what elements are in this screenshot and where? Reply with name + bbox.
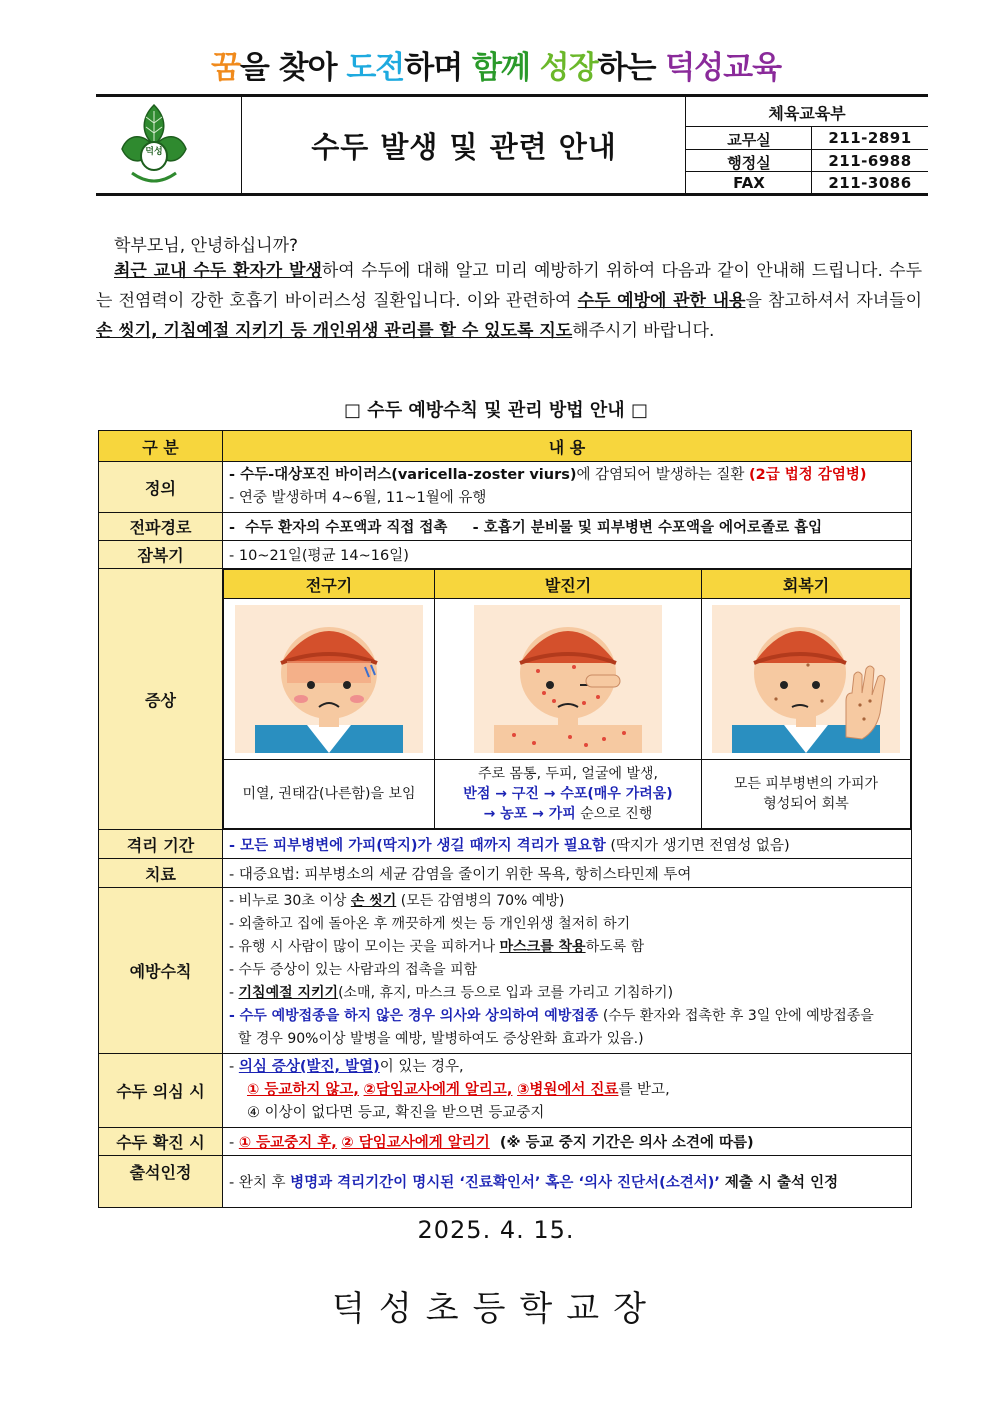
- row-definition-content: [223, 462, 912, 513]
- prevention-handwash: 손 씻기: [350, 893, 397, 909]
- definition-season: - 연중 발생하며 4~6월, 11~1월에 유행: [229, 490, 487, 506]
- stage-rash-text: 주로 몸통, 두피, 얼굴에 발생,: [478, 766, 658, 782]
- slogan-segment: 하는: [597, 50, 666, 86]
- child-rash-illustration: [474, 605, 662, 753]
- stage-rash-desc: [435, 760, 702, 829]
- intro-paragraph: [96, 256, 922, 346]
- table-row: [99, 541, 912, 569]
- child-fever-illustration: [235, 605, 423, 753]
- row-incubation-label: 잠복기: [99, 541, 223, 569]
- stage-rash-progression-end: → 농포 → 가피: [483, 806, 576, 822]
- document-date: 2025. 4. 15.: [417, 1216, 575, 1244]
- slogan-segment: 하며: [404, 50, 472, 86]
- section-title: □ 수두 예방수칙 및 관리 방법 안내 □: [344, 400, 648, 421]
- slogan-segment: 도전: [346, 50, 405, 86]
- slogan-segment: 을 찾아: [239, 50, 347, 86]
- contact-number: 211-2891: [828, 129, 912, 147]
- row-definition-label: 정의: [99, 462, 223, 513]
- confirmed-text: -: [229, 1135, 239, 1151]
- prevention-text: (소매, 휴지, 마스크 등으로 입과 코를 가리고 기침하기): [338, 985, 674, 1001]
- row-symptoms-label: 증상: [99, 569, 223, 830]
- confirmed-step-2: ② 담임교사에게 알리기: [341, 1135, 490, 1151]
- prevention-text: (수두 환자와 접촉한 후 3일 안에 예방접종을: [598, 1008, 874, 1024]
- row-treatment-content: - 대증요법: 피부병소의 세균 감염을 줄이기 위한 목욕, 항히스타민제 투여: [223, 859, 912, 888]
- suspect-step-2: ②담임교사에게 알리고,: [363, 1082, 513, 1098]
- suspect-symptoms: 의심 증상(발진, 발열): [238, 1059, 380, 1075]
- row-prevention-label: 예방수칙: [99, 888, 223, 1054]
- child-recovery-illustration: [712, 605, 900, 753]
- stage-recovery-desc: [702, 760, 911, 829]
- contact-number: 211-3086: [828, 174, 912, 192]
- slogan-segment: [530, 50, 540, 86]
- prevention-mask: 마스크를 착용: [499, 939, 586, 955]
- row-isolation-label: 격리 기간: [99, 830, 223, 859]
- prevention-text: - 유행 시 사람이 많이 모이는 곳을 피하거나: [229, 939, 500, 955]
- header-divider: [241, 96, 242, 194]
- department-label: 체육교육부: [768, 104, 846, 123]
- intro-text: 하여 수두에 대해 알고 미리 예방하기 위하여 다음과 같이 안내해 드립니다. 수두는 전염력이 강한 호흡기 바이러스성 질환입니다. 이와 관련하여: [96, 261, 922, 311]
- row-attendance-content: [223, 1156, 912, 1208]
- intro-emphasis: 최근 교내 수두 환자가 발생: [114, 261, 322, 281]
- row-suspect-content: [223, 1054, 912, 1128]
- prevention-text: (모든 감염병의 70% 예방): [396, 893, 565, 909]
- row-confirmed-content: [223, 1128, 912, 1156]
- suspect-text: 를 받고,: [618, 1082, 670, 1098]
- prevention-cough-etiquette: 기침예절 지키기: [238, 985, 339, 1001]
- document-title: 수두 발생 및 관련 안내: [311, 130, 617, 164]
- stage-prodromal-image-cell: [224, 599, 435, 760]
- table-row: [99, 888, 912, 1054]
- stage-recovery-title: 회복기: [702, 570, 911, 599]
- attendance-text: - 완치 후: [229, 1175, 291, 1191]
- prevention-text: 하도록 함: [585, 939, 645, 955]
- table-row: [99, 462, 912, 513]
- prevention-vaccination-effect: 할 경우 90%이상 발병을 예방, 발병하여도 증상완화 효과가 있음.): [229, 1031, 644, 1047]
- table-row: [99, 1054, 912, 1128]
- row-transmission-label: 전파경로: [99, 513, 223, 541]
- suspect-text: -: [229, 1059, 239, 1075]
- prevention-hygiene: - 외출하고 집에 돌아온 후 깨끗하게 씻는 등 개인위생 철저히 하기: [229, 916, 631, 932]
- header-top-rule: [96, 94, 928, 97]
- suspect-text: 이 있는 경우,: [379, 1059, 464, 1075]
- definition-virus: - 수두-대상포진 바이러스(varicella-zoster viurs): [229, 467, 577, 483]
- row-prevention-content: [223, 888, 912, 1054]
- contact-label: 행정실: [727, 154, 771, 172]
- symptom-stages: [223, 569, 911, 829]
- prevention-text: - 비누로 30초 이상: [229, 893, 351, 909]
- row-treatment-label: 치료: [99, 859, 223, 888]
- prevention-avoid-contact: - 수두 증상이 있는 사람과의 접촉을 피함: [229, 962, 478, 978]
- stage-rash-title: 발진기: [435, 570, 702, 599]
- stage-prodromal-title: 전구기: [224, 570, 435, 599]
- suspect-step-1: ① 등교하지 않고,: [247, 1082, 359, 1098]
- school-logo: [118, 103, 190, 187]
- slogan: [0, 42, 992, 87]
- attendance-documents: 병명과 격리기간이 명시된 ‘진료확인서’ 혹은 ‘의사 진단서(소견서)’: [290, 1175, 720, 1191]
- contact-row: [686, 172, 928, 194]
- stage-prodromal-desc: [224, 760, 435, 829]
- row-incubation-content: - 10~21일(평균 14~16일): [223, 541, 912, 569]
- suspect-step-4: ④ 이상이 없다면 등교, 확진을 받으면 등교중지: [247, 1105, 545, 1121]
- stage-recovery-text: 모든 피부병변의 가피가: [733, 776, 879, 792]
- guidance-table: [98, 430, 912, 1208]
- stage-recovery-text-2: 형성되어 회복: [763, 796, 849, 812]
- contact-label: 교무실: [727, 131, 771, 149]
- confirmed-note: (※ 등교 중지 기간은 의사 소견에 따름): [489, 1135, 754, 1151]
- suspect-step-3: ③병원에서 진료: [517, 1082, 619, 1098]
- definition-text: 에 감염되어 발생하는 질환: [576, 467, 750, 483]
- prevention-vaccination: - 수두 예방접종을 하지 않은 경우 의사와 상의하여 예방접종: [229, 1008, 599, 1024]
- table-row: [99, 1156, 912, 1208]
- header-content: 내 용: [223, 431, 912, 462]
- prevention-text: -: [229, 985, 239, 1001]
- stage-rash-image-cell: [435, 599, 702, 760]
- contact-label: FAX: [733, 174, 765, 192]
- header-category: 구 분: [99, 431, 223, 462]
- table-row: [99, 859, 912, 888]
- logo-text: 덕성: [145, 147, 163, 157]
- slogan-segment: 성장: [539, 50, 598, 86]
- table-row: [99, 1128, 912, 1156]
- row-transmission-content: - 수두 환자의 수포액과 직접 접촉 - 호흡기 분비물 및 피부병변 수포액을 에어로졸로 흡입: [223, 513, 912, 541]
- contact-row: [686, 127, 928, 149]
- contact-number: 211-6988: [828, 152, 912, 170]
- row-symptoms-content: [223, 569, 912, 830]
- intro-text: 을 참고하셔서 자녀들이: [745, 291, 923, 311]
- intro-emphasis: 수두 예방에 관한 내용: [577, 291, 746, 311]
- row-confirmed-label: 수두 확진 시: [99, 1128, 223, 1156]
- table-row: [99, 830, 912, 859]
- stage-rash-tail: 순으로 진행: [575, 806, 653, 822]
- slogan-segment: 함께: [471, 50, 530, 86]
- contact-row: [686, 150, 928, 172]
- table-header-row: [99, 431, 912, 462]
- row-isolation-content: [223, 830, 912, 859]
- table-row: [99, 569, 912, 830]
- stage-recovery-image-cell: [702, 599, 911, 760]
- confirmed-step-1: ① 등교중지 후,: [238, 1135, 337, 1151]
- slogan-segment: 덕성교육: [665, 50, 782, 86]
- attendance-text: 제출 시 출석 인정: [719, 1175, 839, 1191]
- stage-prodromal-text: 미열, 권태감(나른함)을 보임: [242, 786, 416, 802]
- principal-signature: 덕성초등학교장: [332, 1289, 660, 1329]
- table-row: [99, 513, 912, 541]
- isolation-note: (딱지가 생기면 전염성 없음): [605, 837, 790, 854]
- row-attendance-label: 출석인정: [99, 1156, 223, 1208]
- row-suspect-label: 수두 의심 시: [99, 1054, 223, 1128]
- definition-class: (2급 법정 감염병): [749, 467, 867, 483]
- greeting: 학부모님, 안녕하십니까?: [114, 236, 299, 256]
- intro-text: 해주시기 바랍니다.: [572, 321, 715, 341]
- isolation-rule: - 모든 피부병변에 가피(딱지)가 생길 때까지 격리가 필요함: [229, 837, 606, 854]
- slogan-segment: 꿈: [210, 50, 240, 86]
- intro-emphasis: 손 씻기, 기침예절 지키기 등 개인위생 관리를 할 수 있도록 지도: [96, 321, 573, 341]
- stage-rash-progression: 반점 → 구진 → 수포(매우 가려움): [463, 786, 673, 802]
